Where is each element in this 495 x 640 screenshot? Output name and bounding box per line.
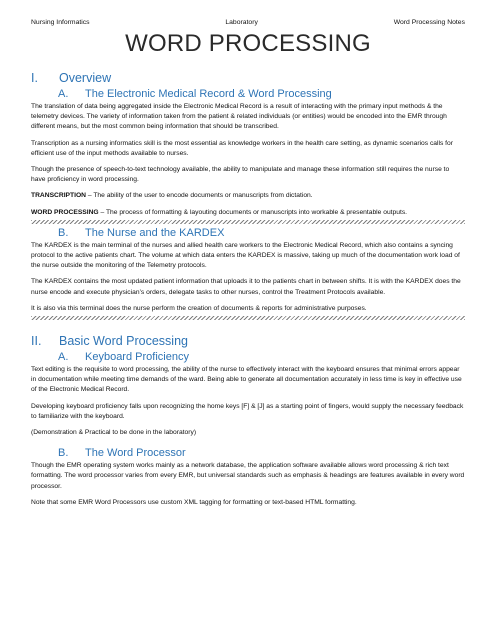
section-number: I. <box>31 71 38 85</box>
subsection-heading-emr <box>31 88 465 101</box>
paragraph: Transcription as a nursing informatics skill is the most essential as knowledge workers in the health care setting, as dynamic scenarios calls for efficient use of the input methods available to nurses. <box>31 139 453 157</box>
paragraph: The KARDEX contains the most updated patient information that uploads it to the patients chart in between shifts. It is with the KARDEX does the nurse encode and execute physician’s orders, delegate tasks to other nurses, control the Treatment Protocols available. <box>31 278 461 296</box>
paragraph: Developing keyboard proficiency falls upon recognizing the home keys [F] & [J] as a starting point of fingers, would supply the necessary feedback to familiarize with the keyboard. <box>31 402 464 420</box>
definition-term: TRANSCRIPTION <box>31 192 86 200</box>
section-heading-overview <box>31 71 465 85</box>
subsection-heading-keyboard <box>31 351 465 364</box>
section-number: II. <box>31 334 42 349</box>
paragraph: The KARDEX is the main terminal of the nurses and allied health care workers to the Electronic Medical Record, which also contains a syncing protocol to the active patients chart. The volume at which data enters the KARDEX is massive, taking up much of the documentation work load of the nurse outside the monitoring of the Telemetry protocols. <box>31 241 460 270</box>
header-left: Nursing Informatics <box>31 19 90 26</box>
paragraph: Though the EMR operating system works mainly as a network database, the application software available allows word processing & rich text formatting. The word processor varies from every EMR, but universal standards such as emphasis & headings are features available in every word processor. <box>31 462 465 490</box>
subsection-number: B. <box>58 447 69 460</box>
divider <box>31 220 465 224</box>
definition-text: – The process of formatting & layouting documents or manuscripts into workable & presentable outputs. <box>98 208 408 216</box>
definition-text: – The ability of the user to encode documents or manuscripts from dictation. <box>86 192 313 200</box>
document-title: WORD PROCESSING <box>125 30 371 57</box>
subsection-title: The Word Processor <box>85 447 186 460</box>
section-title: Basic Word Processing <box>59 334 188 349</box>
section-heading-basic <box>31 334 465 348</box>
subsection-title: The Electronic Medical Record & Word Processing <box>85 88 332 100</box>
definition-word-processing <box>31 208 465 218</box>
header-right: Word Processing Notes <box>393 19 465 26</box>
section-title: Overview <box>59 71 112 85</box>
subsection-number: B. <box>58 226 69 239</box>
subsection-number: A. <box>58 351 69 364</box>
paragraph: Though the presence of speech-to-text technology available, the ability to manipulate and manage these information still requires the nurse to have proficiency in word processing. <box>31 166 450 184</box>
paragraph: The translation of data being aggregated inside the Electronic Medical Record is a result of interacting with the primary input methods & the telemetry devices. The variety of information taken from the patient & related individuals (or entities) would be encoded into the EMR through different means, but the most common being information that should be transcribed. <box>31 103 447 131</box>
subsection-number: A. <box>58 88 69 100</box>
subsection-heading-word-processor <box>31 447 465 460</box>
header-center: Laboratory <box>225 19 258 26</box>
paragraph: (Demonstration & Practical to be done in the laboratory) <box>31 429 197 437</box>
paragraph: Text editing is the requisite to word processing, the ability of the nurse to effectively interact with the keyboard ensures that minimal errors appear in documentation while meeting time demands of the ward. Being able to generate all documentation accurately in less time is key in effective use of the Electronic Medical Record. <box>31 366 462 394</box>
paragraph: It is also via this terminal does the nurse perform the creation of documents & reports for administrative purposes. <box>31 304 367 312</box>
subsection-title: Keyboard Proficiency <box>85 351 189 364</box>
subsection-heading-kardex <box>31 227 465 240</box>
subsection-title: The Nurse and the KARDEX <box>85 226 225 239</box>
definition-term: WORD PROCESSING <box>31 208 99 216</box>
divider <box>31 316 465 320</box>
paragraph: Note that some EMR Word Processors use custom XML tagging for formatting or text-based HTML formatting. <box>31 498 357 506</box>
definition-transcription <box>31 191 465 201</box>
running-header <box>31 18 465 27</box>
